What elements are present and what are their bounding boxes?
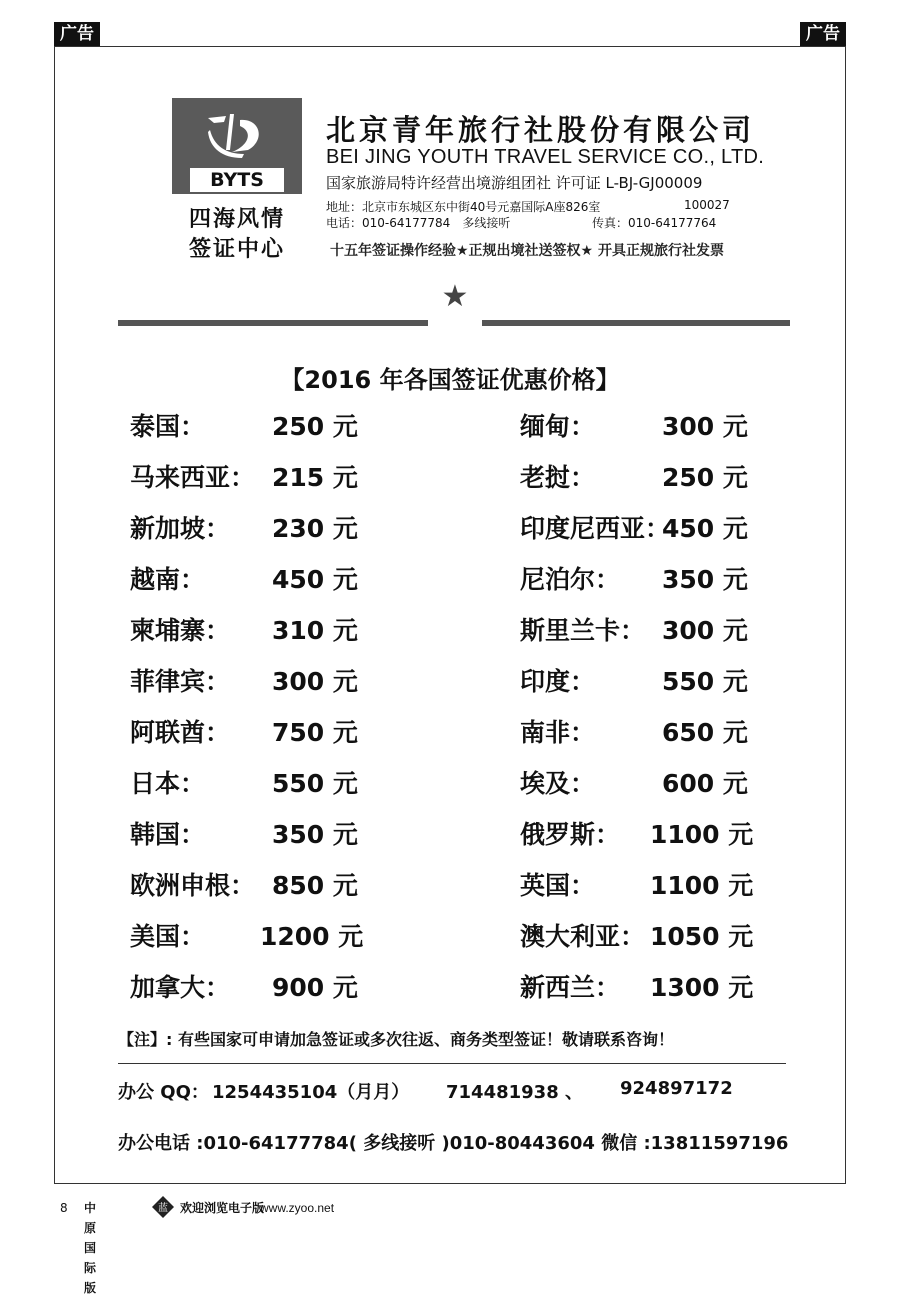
price-value: 350 元 (272, 820, 358, 849)
price-country: 欧洲申根： (130, 871, 256, 900)
price-country: 柬埔寨： (130, 616, 231, 645)
price-value: 250 元 (662, 463, 748, 492)
price-value: 1300 元 (650, 973, 754, 1002)
qq-number-2: 714481938 、 (446, 1082, 583, 1103)
price-country: 尼泊尔： (520, 565, 621, 594)
address: 地址：北京市东城区东中街40号元嘉国际A座826室 (326, 200, 601, 214)
price-value: 450 元 (662, 514, 748, 543)
office-qq-line (118, 1078, 733, 1104)
telephone: 电话：010-64177784 多线接听 (326, 216, 511, 230)
address-line (326, 198, 746, 215)
price-title: 【2016 年各国签证优惠价格】 (280, 366, 620, 394)
price-value: 300 元 (662, 616, 748, 645)
price-value: 850 元 (272, 871, 358, 900)
price-value: 550 元 (662, 667, 748, 696)
price-value: 900 元 (272, 973, 358, 1002)
price-value: 600 元 (662, 769, 748, 798)
price-country: 斯里兰卡： (520, 616, 646, 645)
invite-text: 欢迎浏览电子版 (180, 1201, 265, 1215)
price-value: 750 元 (272, 718, 358, 747)
price-country: 澳大利亚： (520, 922, 646, 951)
price-value: 310 元 (272, 616, 358, 645)
company-name-cn: 北京青年旅行社股份有限公司 (326, 113, 756, 147)
price-value: 1100 元 (650, 820, 754, 849)
price-country: 南非： (520, 718, 596, 747)
divider-left (118, 320, 428, 326)
license-text: 国家旅游局特许经营出境游组团社 许可证 L-BJ-GJ00009 (326, 174, 703, 192)
swan-logo-icon (200, 110, 270, 160)
qq-number-1: 1254435104（月月） (212, 1082, 410, 1103)
price-country: 新加坡： (130, 514, 231, 543)
price-country: 新西兰： (520, 973, 621, 1002)
qq-number-3: 924897172 (620, 1078, 733, 1099)
price-country: 英国： (520, 871, 596, 900)
divider-right (482, 320, 790, 326)
magazine-name: 中原国际版 (84, 1201, 97, 1295)
price-country: 美国： (130, 922, 206, 951)
price-country: 印度尼西亚： (520, 514, 671, 543)
price-country: 印度： (520, 667, 596, 696)
price-country: 老挝： (520, 463, 596, 492)
price-country: 泰国： (130, 412, 206, 441)
fax: 传真：010-64177764 (592, 216, 717, 230)
price-value: 1050 元 (650, 922, 754, 951)
logo-abbr: BYTS (190, 168, 284, 192)
slogan-line-1: 四海风情 (188, 207, 285, 232)
price-value: 1200 元 (260, 922, 364, 951)
tel-line (326, 214, 746, 231)
price-value: 650 元 (662, 718, 748, 747)
price-country: 菲律宾： (130, 667, 231, 696)
price-country: 日本： (130, 769, 206, 798)
price-value: 350 元 (662, 565, 748, 594)
badge-char: 蓝 (158, 1203, 168, 1214)
qq-label: 办公 QQ： (118, 1082, 209, 1103)
price-value: 215 元 (272, 463, 358, 492)
price-value: 230 元 (272, 514, 358, 543)
ad-tag-left: 广告 (54, 22, 100, 46)
price-value: 250 元 (272, 412, 358, 441)
price-country: 韩国： (130, 820, 206, 849)
website-link[interactable]: www.zyoo.net (260, 1201, 335, 1215)
star-icon: ★ (441, 279, 469, 314)
price-value: 1100 元 (650, 871, 754, 900)
note: 【注】: 有些国家可申请加急签证或多次往返、商务类型签证！敬请联系咨询！ (118, 1030, 674, 1049)
features-line: 十五年签证操作经验★正规出境社送签权★ 开具正规旅行社发票 (330, 243, 724, 259)
price-country: 加拿大： (130, 973, 231, 1002)
slogan-line-2: 签证中心 (188, 237, 285, 262)
price-country: 缅甸： (520, 412, 596, 441)
company-name-en: BEI JING YOUTH TRAVEL SERVICE CO., LTD. (326, 146, 765, 168)
price-country: 越南： (130, 565, 206, 594)
ad-tag-right: 广告 (800, 22, 846, 46)
price-value: 300 元 (272, 667, 358, 696)
byts-logo (172, 98, 302, 194)
office-phone-line: 办公电话 :010-64177784( 多线接听 )010-80443604 微信 :13811597196 (118, 1133, 789, 1154)
price-country: 俄罗斯： (520, 820, 621, 849)
price-country: 马来西亚： (130, 463, 256, 492)
price-country: 埃及： (520, 769, 596, 798)
page-number: 8 (60, 1201, 68, 1215)
price-value: 550 元 (272, 769, 358, 798)
magazine-badge-icon (152, 1196, 174, 1218)
price-value: 300 元 (662, 412, 748, 441)
price-country: 阿联酋： (130, 718, 231, 747)
price-value: 450 元 (272, 565, 358, 594)
zip-code: 100027 (684, 198, 730, 212)
note-divider (118, 1063, 786, 1064)
